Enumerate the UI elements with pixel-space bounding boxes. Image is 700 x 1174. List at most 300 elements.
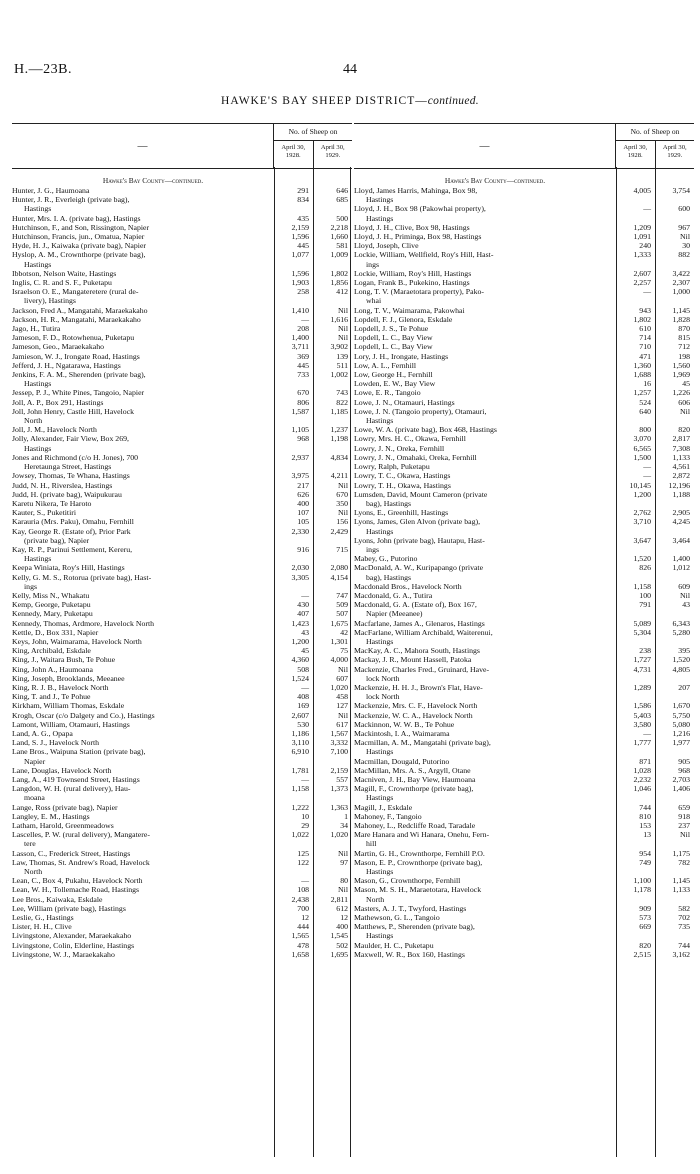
table-row <box>354 324 694 333</box>
owner-name <box>354 250 616 268</box>
sheep-1928: 640 <box>616 407 655 425</box>
owner-name <box>12 646 274 655</box>
table-row <box>12 766 352 775</box>
sheep-1929: 4,000 <box>313 655 352 664</box>
sheep-1928: 749 <box>616 858 655 876</box>
owner-name <box>354 186 616 204</box>
sheep-1929: 5,280 <box>655 628 694 646</box>
owner-name <box>12 895 274 904</box>
owner-line: Karauria (Mrs. Paku), Omahu, Fernhill <box>12 517 134 527</box>
table-row <box>12 517 352 526</box>
table-row <box>354 333 694 342</box>
owner-line: Mason, G., Crownthorpe, Fernhill <box>354 876 461 886</box>
owner-line-cont: Hastings <box>366 526 394 536</box>
page-title <box>0 95 700 107</box>
owner-name <box>354 315 616 324</box>
owner-name <box>12 619 274 628</box>
table-row <box>354 407 694 425</box>
owner-line: MacFarlane, William Archibald, Waiterenui, <box>354 627 493 637</box>
owner-name <box>354 904 616 913</box>
owner-line: Jones and Richmond (c/o H. Jones), 700 <box>12 452 139 462</box>
table-row <box>354 812 694 821</box>
table-row <box>12 471 352 480</box>
sheep-1929: 1,545 <box>313 931 352 940</box>
sheep-1929: 2,080 <box>313 563 352 572</box>
sheep-1929: 822 <box>313 398 352 407</box>
owner-name <box>12 692 274 701</box>
sheep-1928: 3,580 <box>616 720 655 729</box>
table-row <box>12 250 352 268</box>
owner-line: Lory, J. H., Irongate, Hastings <box>354 351 449 361</box>
table-row <box>354 250 694 268</box>
owner-line-cont: Hastings <box>24 554 52 564</box>
sheep-1928: — <box>274 683 313 692</box>
owner-line-cont: ings <box>24 581 37 591</box>
sheep-1928: 108 <box>274 885 313 894</box>
owner-line-cont: Heretaunga Street, Hastings <box>24 462 112 472</box>
sheep-1928: — <box>274 315 313 324</box>
owner-line: Hyde, H. J., Kaiwaka (private bag), Napier <box>12 241 147 251</box>
owner-name <box>12 701 274 710</box>
owner-line-cont: Hastings <box>24 204 52 214</box>
owner-line: Kennedy, Mary, Puketapu <box>12 609 93 619</box>
table-row <box>354 232 694 241</box>
table-row <box>12 591 352 600</box>
table-row <box>12 370 352 388</box>
sheep-1928: — <box>616 204 655 222</box>
owner-line: Mathewson, G. L., Tangoio <box>354 913 440 923</box>
table-row <box>12 241 352 250</box>
owner-line: Keys, John, Waimarama, Havelock North <box>12 636 142 646</box>
owner-name <box>12 720 274 729</box>
owner-line: Maulder, H. C., Puketapu <box>354 940 434 950</box>
owner-name <box>12 407 274 425</box>
sheep-1928: 573 <box>616 913 655 922</box>
owner-line-cont: Hastings <box>366 793 394 803</box>
sheep-1928: 1,186 <box>274 729 313 738</box>
owner-line: Jenkins, F. A. M., Sherenden (private bag), <box>12 370 146 380</box>
owner-name <box>354 655 616 664</box>
owner-name <box>354 766 616 775</box>
sheep-1929: 509 <box>313 600 352 609</box>
sheep-1928: 1,520 <box>616 554 655 563</box>
sheep-1928: 217 <box>274 481 313 490</box>
owner-line: King, R. J. B., Havelock North <box>12 682 109 692</box>
sheep-1929: 1,012 <box>655 563 694 581</box>
table-row <box>12 499 352 508</box>
sheep-1928: 2,937 <box>274 453 313 471</box>
owner-name <box>354 821 616 830</box>
owner-line: Lyons, James, Glen Alvon (private bag), <box>354 517 481 527</box>
sheep-1929: 4,834 <box>313 453 352 471</box>
owner-name <box>12 849 274 858</box>
sheep-1929: 606 <box>655 398 694 407</box>
owner-name <box>354 830 616 848</box>
sheep-1928: 258 <box>274 287 313 305</box>
owner-line: Lean, C., Box 4, Pukahu, Havelock North <box>12 876 143 886</box>
owner-name <box>12 278 274 287</box>
owner-line: Lowden, E. W., Bay View <box>354 379 436 389</box>
sheep-1928: 13 <box>616 830 655 848</box>
owner-line: Mabey, G., Putorino <box>354 554 418 564</box>
table-row <box>354 508 694 517</box>
table-row <box>354 646 694 655</box>
owner-name <box>354 701 616 710</box>
table-row <box>12 352 352 361</box>
owner-line: Joll, A. P., Box 291, Hastings <box>12 397 104 407</box>
sheep-1928: 5,304 <box>616 628 655 646</box>
table-row <box>354 287 694 305</box>
table-row <box>354 913 694 922</box>
owner-line: Lane Bros., Waipuna Station (private bag), <box>12 747 146 757</box>
table-row <box>354 379 694 388</box>
owner-name <box>12 711 274 720</box>
sheep-1928: 1,028 <box>616 766 655 775</box>
sheep-1928: 1,158 <box>274 784 313 802</box>
owner-line: King, John A., Haumoana <box>12 664 93 674</box>
owner-name <box>354 333 616 342</box>
owner-line: Judd, N. H., Riverslea, Hastings <box>12 480 113 490</box>
sheep-1929: 1,616 <box>313 315 352 324</box>
sheep-1929: 581 <box>313 241 352 250</box>
table-row <box>12 527 352 545</box>
sheep-1928: — <box>274 775 313 784</box>
owner-name <box>354 204 616 222</box>
table-row <box>12 812 352 821</box>
owner-name <box>354 941 616 950</box>
sheep-1929: 600 <box>655 204 694 222</box>
sheep-1929: 1,301 <box>313 637 352 646</box>
owner-name <box>12 573 274 591</box>
owner-line: Jowsey, Thomas, Te Whana, Hastings <box>12 471 130 481</box>
table-row <box>12 315 352 324</box>
sheep-1929: 609 <box>655 582 694 591</box>
table-row <box>12 895 352 904</box>
table-row <box>12 324 352 333</box>
sheep-1929: Nil <box>655 232 694 241</box>
table-row <box>354 766 694 775</box>
owner-name <box>354 471 616 480</box>
sheep-1928: 1,658 <box>274 950 313 959</box>
sheep-1929: 2,905 <box>655 508 694 517</box>
table-row <box>354 665 694 683</box>
owner-name <box>12 885 274 894</box>
sheep-1928: 3,110 <box>274 738 313 747</box>
owner-name <box>354 646 616 655</box>
sheep-1929: 617 <box>313 720 352 729</box>
sheep-1929: 1,675 <box>313 619 352 628</box>
owner-name <box>12 471 274 480</box>
sheep-1929: 12 <box>313 913 352 922</box>
owner-line-cont: bag), Hastings <box>366 572 412 582</box>
owner-name <box>12 628 274 637</box>
sheep-1929: 744 <box>655 941 694 950</box>
owner-name <box>12 784 274 802</box>
sheep-1928: 820 <box>616 941 655 950</box>
owner-name <box>12 683 274 692</box>
section-heading: Hawke's Bay County—continued. <box>444 176 546 185</box>
sheep-1928: 2,232 <box>616 775 655 784</box>
owner-line-cont: Hastings <box>366 747 394 757</box>
sheep-1929: 1,560 <box>655 361 694 370</box>
owner-line: Lister, H. H., Clive <box>12 922 72 932</box>
sheep-1928: 107 <box>274 508 313 517</box>
sheep-1929: 1,977 <box>655 738 694 756</box>
owner-line: Hunter, J. R., Everleigh (private bag), <box>12 195 130 205</box>
sheep-1928: 3,070 <box>616 434 655 443</box>
owner-name <box>354 619 616 628</box>
sheep-1929: 6,343 <box>655 619 694 628</box>
sheep-1929: 735 <box>655 922 694 940</box>
owner-line: Lowry, J. N., Omahaki, Oreka, Fernhill <box>354 452 477 462</box>
owner-line: Macmillan, A. M., Mangatahi (private bag), <box>354 738 491 748</box>
page-number: 44 <box>343 62 357 77</box>
table-row <box>12 287 352 305</box>
owner-name <box>12 830 274 848</box>
sheep-1928: 670 <box>274 388 313 397</box>
sheep-1929: 1,660 <box>313 232 352 241</box>
owner-line: Mackenzie, H. H. J., Brown's Flat, Have- <box>354 682 483 692</box>
sheep-1929: 2,811 <box>313 895 352 904</box>
sheep-1929: 5,080 <box>655 720 694 729</box>
table-row <box>354 186 694 204</box>
left-rows <box>12 186 352 959</box>
owner-name <box>12 803 274 812</box>
sheep-1929: 1,363 <box>313 803 352 812</box>
owner-name <box>12 333 274 342</box>
sheep-1928: — <box>616 729 655 738</box>
table-row <box>354 821 694 830</box>
owner-line: Lopdell, J. S., Te Pohue <box>354 324 429 334</box>
sheep-1929: 237 <box>655 821 694 830</box>
owner-line-cont: ings <box>366 259 379 269</box>
owner-line: Israelson O. E., Mangateretere (rural de- <box>12 287 139 297</box>
owner-line: Lee, William (private bag), Hastings <box>12 903 126 913</box>
sheep-1929: 1,373 <box>313 784 352 802</box>
table-row <box>354 591 694 600</box>
owner-name <box>12 398 274 407</box>
table-row <box>354 278 694 287</box>
sheep-1929: 12,196 <box>655 481 694 490</box>
sheep-1928: 524 <box>616 398 655 407</box>
table-row <box>354 655 694 664</box>
sheep-1928: — <box>616 471 655 480</box>
owner-name <box>12 931 274 940</box>
owner-line: MacKay, A. C., Mahora South, Hastings <box>354 646 480 656</box>
sheep-1929: 557 <box>313 775 352 784</box>
owner-line: Lloyd, Joseph, Clive <box>354 241 419 251</box>
owner-name <box>12 287 274 305</box>
sheep-1929: Nil <box>655 830 694 848</box>
owner-line: Macdonald, G. A., Tutira <box>354 590 433 600</box>
owner-name <box>354 950 616 959</box>
sheep-1928: 1,200 <box>616 490 655 508</box>
table-row <box>12 655 352 664</box>
sheep-1929: 1,406 <box>655 784 694 802</box>
owner-line-cont: moana <box>24 793 45 803</box>
year-1929-header: April 30, 1929. <box>655 141 695 168</box>
owner-line: Hunter, Mrs. I. A. (private bag), Hastings <box>12 213 141 223</box>
table-row <box>354 683 694 701</box>
table-row <box>354 775 694 784</box>
owner-line: Lang, A., 419 Townsend Street, Hastings <box>12 775 140 784</box>
sheep-1929: 670 <box>313 490 352 499</box>
table-row <box>354 462 694 471</box>
owner-line-cont: Hastings <box>24 443 52 453</box>
sheep-1929: 870 <box>655 324 694 333</box>
table-row <box>354 554 694 563</box>
table-row <box>354 269 694 278</box>
owner-line: Lowry, Ralph, Puketapu <box>354 462 430 472</box>
sheep-1928: 2,030 <box>274 563 313 572</box>
sheep-1929: 1,133 <box>655 453 694 462</box>
table-row <box>12 665 352 674</box>
owner-line-cont: lock North <box>366 692 400 702</box>
table-row <box>12 407 352 425</box>
column-rule <box>313 167 314 1157</box>
table-row <box>354 563 694 581</box>
owner-name <box>354 352 616 361</box>
owner-name <box>354 462 616 471</box>
owner-name <box>12 821 274 830</box>
owner-name <box>354 536 616 554</box>
owner-name <box>12 637 274 646</box>
owner-line: Mahoney, F., Tangoio <box>354 811 422 821</box>
sheep-1928: 1,596 <box>274 269 313 278</box>
sheep-1929: 1,175 <box>655 849 694 858</box>
sheep-1929: 905 <box>655 757 694 766</box>
owner-name <box>12 370 274 388</box>
table-row <box>12 573 352 591</box>
owner-line: Law, Thomas, St. Andrew's Road, Havelock <box>12 857 150 867</box>
sheep-1929: 3,754 <box>655 186 694 204</box>
owner-line: Mackintosh, I. A., Waimarama <box>354 728 450 738</box>
owner-name <box>354 287 616 305</box>
owner-name <box>12 775 274 784</box>
owner-name <box>12 591 274 600</box>
sheep-1928: 369 <box>274 352 313 361</box>
table-row <box>354 784 694 802</box>
table-row <box>12 931 352 940</box>
sheep-1929: 2,307 <box>655 278 694 287</box>
page-title-cont: continued. <box>427 95 479 107</box>
table-row <box>12 775 352 784</box>
owner-line: Kirkham, William Thomas, Eskdale <box>12 701 125 711</box>
owner-line-cont: (private bag), Napier <box>24 535 90 545</box>
owner-line: Lopdell, F. J., Glenora, Eskdale <box>354 314 453 324</box>
sheep-1929: 2,159 <box>313 766 352 775</box>
owner-line: Keepa Winiata, Roy's Hill, Hastings <box>12 563 125 573</box>
owner-line: Lloyd, James Harris, Mahinga, Box 98, <box>354 186 478 195</box>
table-row <box>12 388 352 397</box>
sheep-1928: 1,410 <box>274 306 313 315</box>
owner-line: Macmillan, Dougald, Putorino <box>354 756 450 766</box>
owner-name <box>354 407 616 425</box>
sheep-1929: 715 <box>313 545 352 563</box>
owner-line: Langley, E. M., Hastings <box>12 811 90 821</box>
sheep-1928: 1,565 <box>274 931 313 940</box>
sheep-1929: 43 <box>655 600 694 618</box>
owner-name <box>354 803 616 812</box>
sheep-1928: 968 <box>274 434 313 452</box>
sheep-1929: 507 <box>313 609 352 618</box>
sheep-1929: 1,020 <box>313 830 352 848</box>
owner-line: Judd, H. (private bag), Waipukurau <box>12 489 122 499</box>
sheep-1929: 207 <box>655 683 694 701</box>
owner-line: Lumsden, David, Mount Cameron (private <box>354 489 488 499</box>
table-row <box>354 628 694 646</box>
sheep-1929: 3,902 <box>313 342 352 351</box>
table-row <box>354 830 694 848</box>
page-title-main: HAWKE'S BAY SHEEP DISTRICT— <box>221 95 428 107</box>
sheep-1929: 815 <box>655 333 694 342</box>
sheep-1929: 350 <box>313 499 352 508</box>
table-row <box>12 269 352 278</box>
sheep-1929: 4,154 <box>313 573 352 591</box>
owner-name <box>354 913 616 922</box>
owner-name <box>12 655 274 664</box>
owner-name <box>354 269 616 278</box>
table-row <box>12 223 352 232</box>
owner-line-cont: Hastings <box>366 636 394 646</box>
sheep-1929: 612 <box>313 904 352 913</box>
table-row <box>354 352 694 361</box>
owner-line: Jessep, P. J., White Pines, Tangoio, Napier <box>12 388 145 398</box>
owner-name <box>12 324 274 333</box>
owner-name <box>12 195 274 213</box>
sheep-1928: 1,333 <box>616 250 655 268</box>
table-row <box>354 711 694 720</box>
table-row <box>354 481 694 490</box>
sheep-1929: 1,198 <box>313 434 352 452</box>
sheep-count-header <box>273 124 352 168</box>
owner-line: King, J., Waitara Bush, Te Pohue <box>12 655 116 665</box>
owner-line: Jackson, Fred A., Mangatahi, Maraekakaho <box>12 305 148 315</box>
owner-name <box>354 481 616 490</box>
table-row <box>354 471 694 480</box>
table-row <box>12 425 352 434</box>
sheep-1928: 3,710 <box>616 517 655 535</box>
sheep-1928: 10,145 <box>616 481 655 490</box>
owner-line: Matthews, P., Sherenden (private bag), <box>354 922 475 932</box>
owner-name <box>12 425 274 434</box>
sheep-1929: 139 <box>313 352 352 361</box>
sheep-1928: — <box>616 287 655 305</box>
sheep-1928: 122 <box>274 858 313 876</box>
owner-line: Macniven, J. H., Bay View, Haumoana <box>354 775 476 784</box>
sheep-1929: 646 <box>313 186 352 195</box>
sheep-1928: 6,565 <box>616 444 655 453</box>
sheep-1929: Nil <box>313 306 352 315</box>
sheep-1928: 1,802 <box>616 315 655 324</box>
owner-line: Lloyd, J. H., Priminga, Box 98, Hastings <box>354 232 482 242</box>
sheep-1929: 1,002 <box>313 370 352 388</box>
owner-name <box>354 922 616 940</box>
sheep-1929: 2,703 <box>655 775 694 784</box>
sheep-1928: 169 <box>274 701 313 710</box>
sheep-1929: 7,308 <box>655 444 694 453</box>
table-row <box>12 738 352 747</box>
year-1928-header: April 30, 1928. <box>281 144 306 159</box>
sheep-1928: 2,438 <box>274 895 313 904</box>
sheep-1929: 1,185 <box>313 407 352 425</box>
sheep-1928: 1,178 <box>616 885 655 903</box>
sheep-1928: 954 <box>616 849 655 858</box>
name-column-header: — <box>479 140 490 152</box>
table-header <box>354 123 694 169</box>
table-row <box>354 803 694 812</box>
sheep-1928: 445 <box>274 361 313 370</box>
